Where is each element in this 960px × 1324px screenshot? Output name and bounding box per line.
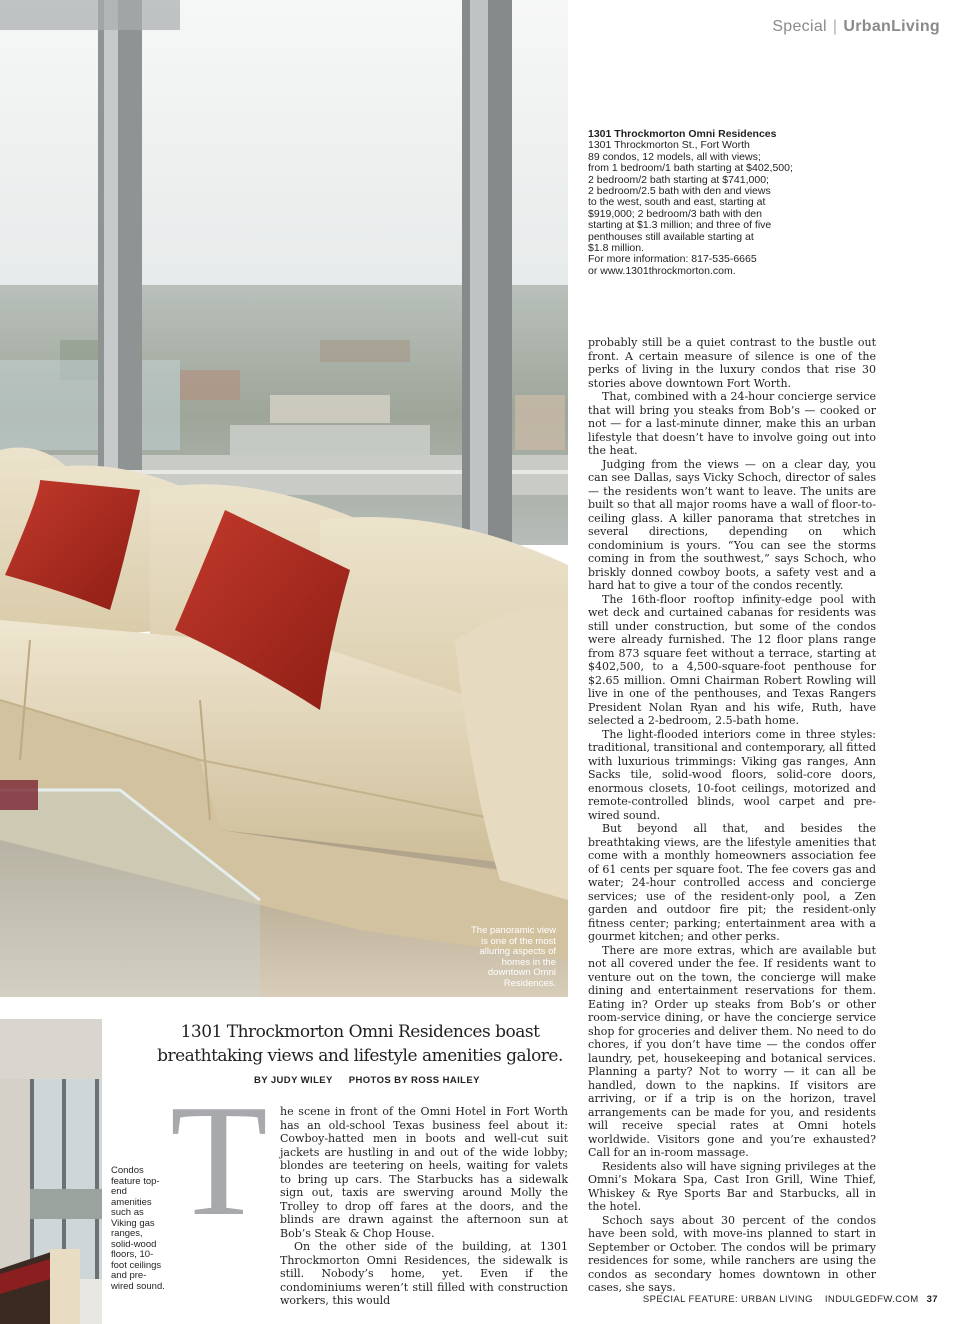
article-paragraph: Schoch says about 30 percent of the condos have been sold, with move-ins planned to start in September or October. The condos will be primary residences for some, while ranchers are using the condos as secondary homes downtown in other cases, she says. bbox=[588, 1213, 876, 1294]
info-line: from 1 bedroom/1 bath starting at $402,500; bbox=[588, 162, 793, 175]
article-paragraph: probably still be a quiet contrast to the bustle out front. A certain measure of silence is one of the perks of living in the luxury condos that rise 30 stories above downtown Fort Worth. bbox=[588, 336, 876, 390]
article-paragraph: On the other side of the building, at 1301 Throckmorton Omni Residences, the sidewalk is still. Nobody’s home, yet. Even if the condominiums weren’t still filled with construction workers, this would bbox=[280, 1240, 568, 1307]
article-paragraph: But beyond all that, and besides the breathtaking views, are the lifestyle amenities that come with a monthly homeowners association fee of 61 cents per square foot. The fee covers gas and water; 24-hour controlled access and concierge services; use of the resident-only pool, a Zen garden and outdoor fire pit; the resident-only fitness center; parking; entertainment area with a gourmet kitchen; and other perks. bbox=[588, 822, 876, 943]
section-label: Special bbox=[772, 18, 827, 35]
main-photo bbox=[0, 0, 568, 997]
article-paragraph: The light-flooded interiors come in three styles: traditional, transitional and contemporary, all fitted with luxurious trimmings: Viking gas ranges, Ann Sacks tile, solid-wood floors, solid-core doors, enormous closets, 10-foot ceilings, motorized and remote-controlled blinds, wool carpet and pre-wired sound. bbox=[588, 727, 876, 822]
article-paragraph: There are more extras, which are available but not all covered under the fee. If residents want to venture out on the town, the concierge will make dining and entertainment reservations for them. Eating in? Order up steaks from Bob’s or other room-service dining, or have the concierge service shop for groceries and deliver them. No need to do chores, if you don’t have time — the condos offer laundry, pet, housekeeping and botanical services. Planning a party? Not to worry — it can all be handled, down to the napkins. If visitors are arriving, or if a trip is on the horizon, travel arrangements can be made for you, and residents will receive special rates at Omni hotels worldwide. Visitors gone and you’re exhausted? Call for an in-room massage. bbox=[588, 943, 876, 1159]
info-line: starting at $1.3 million; and three of five bbox=[588, 219, 772, 232]
article-paragraph: he scene in front of the Omni Hotel in Fort Worth has an old-school Texas business feel about it: Cowboy-hatted men in boots and well-cut suit jackets are hustling in and out of the wide lobby; blondes are teetering on heels, waiting for valets to bring up cars. The Starbucks has a sidewalk sign out, taxis are swerving around Molly the Trolley to drop off fares at the doors, and the blinds are drawn against the afternoon sun at Bob’s Steak & Chop House. bbox=[280, 1105, 568, 1240]
byline bbox=[254, 1075, 480, 1086]
info-line: or www.1301throckmorton.com. bbox=[588, 264, 736, 277]
page-number: 37 bbox=[926, 1294, 938, 1305]
info-line: 89 condos, 12 models, all with views; bbox=[588, 150, 761, 163]
drop-cap: T bbox=[170, 1071, 268, 1249]
info-line: $919,000; 2 bedroom/3 bath with den bbox=[588, 207, 762, 220]
section-header bbox=[772, 18, 940, 36]
info-line: 2 bedroom/2 bath starting at $741,000; bbox=[588, 173, 769, 186]
info-line: 1301 Throckmorton St., Fort Worth bbox=[588, 139, 750, 152]
headline-line: breathtaking views and lifestyle amenities galore. bbox=[157, 1046, 563, 1066]
info-box-title: 1301 Throckmorton Omni Residences bbox=[588, 128, 777, 140]
article-headline bbox=[150, 1020, 570, 1068]
headline-line: 1301 Throckmorton Omni Residences boast bbox=[180, 1022, 540, 1042]
header-divider: | bbox=[832, 18, 838, 35]
kitchen-photo bbox=[0, 1019, 102, 1324]
footer-site: INDULGEDFW.COM bbox=[824, 1294, 919, 1305]
article-column-right bbox=[588, 336, 876, 1295]
article-paragraph: Judging from the views — on a clear day, you can see Dallas, says Vicky Schoch, director of sales — the residents won’t want to leave. The units are built so that all major rooms have a wall of floor-to-ceiling glass. A killer panorama that stretches in several directions, depending on which condominium is yours. “You can see the storms coming in from the southwest,” says Schoch, who briskly donned cowboy boots, a safety vest and a hard hat to give a tour of the condos recently. bbox=[588, 457, 876, 592]
section-title: UrbanLiving bbox=[843, 18, 940, 35]
article-paragraph: The 16th-floor rooftop infinity-edge pool with wet deck and curtained cabanas for residents was still under construction, but some of the condos were already furnished. The 12 floor plans range from 873 square feet without a terrace, starting at $402,500, to a 4,500-square-foot penthouse for $2.65 million. Omni Chairman Robert Rowling will live in one of the penthouses, and Texas Rangers President Nolan Ryan and his wife, Ruth, have selected a 2-bedroom, 2.5-bath home. bbox=[588, 592, 876, 727]
info-box bbox=[588, 129, 828, 277]
page-footer bbox=[643, 1294, 938, 1305]
info-line: 2 bedroom/2.5 bath with den and views bbox=[588, 185, 771, 198]
info-line: to the west, south and east, starting at bbox=[588, 196, 766, 209]
info-line: penthouses still available starting at bbox=[588, 230, 754, 243]
photo-credit: PHOTOS BY ROSS HAILEY bbox=[348, 1075, 480, 1086]
info-line: For more information: 817-535-6665 bbox=[588, 253, 757, 266]
info-line: $1.8 million. bbox=[588, 242, 645, 255]
article-paragraph: That, combined with a 24-hour concierge service that will bring you steaks from Bob’s — cooked or not — for a last-minute dinner, make this an urban lifestyle that doesn’t have to involve going out into the heat. bbox=[588, 390, 876, 457]
kitchen-photo-caption: Condos feature top-end amenities such as Viking gas ranges, solid-wood floors, 10-foot ceilings and pre-wired sound. bbox=[111, 1165, 165, 1292]
article-column-left bbox=[280, 1105, 568, 1308]
article-paragraph: Residents also will have signing privileges at the Omni’s Mokara Spa, Cast Iron Grill, Wine Thief, Whiskey & Rye Sports Bar and Starbucks, all in the hotel. bbox=[588, 1159, 876, 1213]
footer-section: SPECIAL FEATURE: URBAN LIVING bbox=[642, 1294, 813, 1305]
main-photo-caption: The panoramic view is one of the most alluring aspects of homes in the downtown Omni Residences. bbox=[470, 925, 556, 989]
author-credit: BY JUDY WILEY bbox=[254, 1075, 333, 1086]
